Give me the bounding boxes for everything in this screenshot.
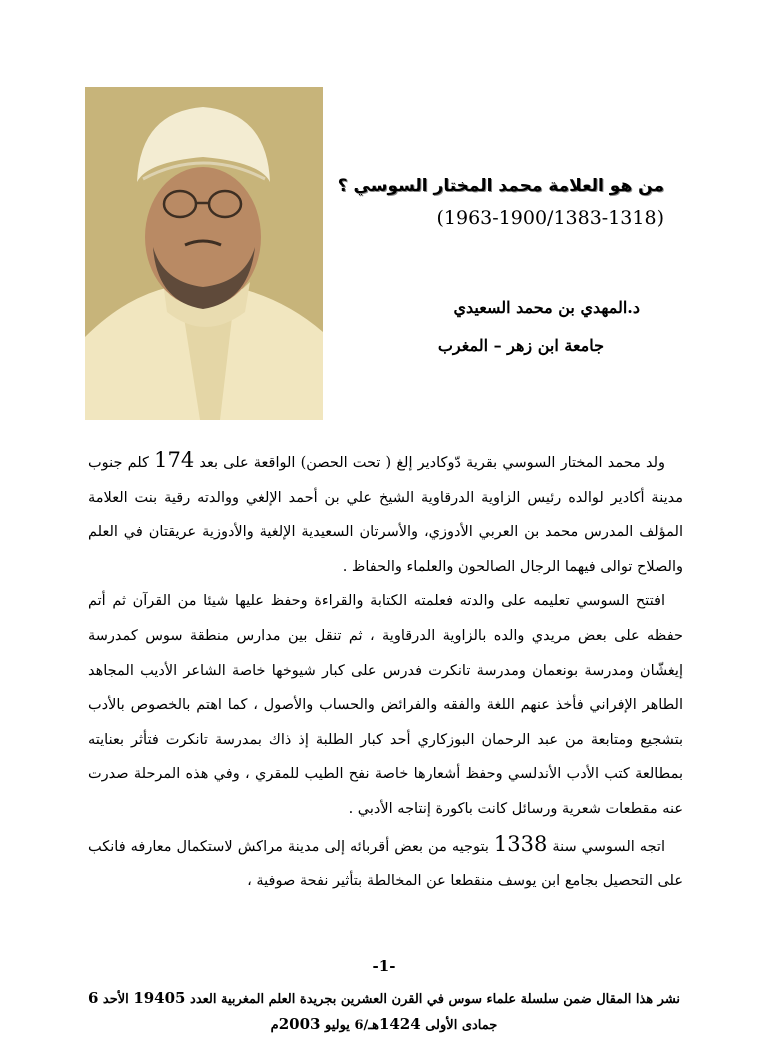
author-name: د.المهدي بن محمد السعيدي xyxy=(453,298,640,317)
article-dates: (1963-1900/1383-1318) xyxy=(436,207,664,229)
page-number: -1- xyxy=(372,957,396,975)
note-issue: 19405 xyxy=(133,989,186,1007)
publication-note xyxy=(70,986,698,1038)
portrait-illustration xyxy=(85,87,323,420)
paragraph-1 xyxy=(88,443,683,584)
note-part-c: جمادى الأولى xyxy=(420,1018,498,1033)
note-part-b: الأحد xyxy=(98,992,134,1007)
article-title: من هو العلامة محمد المختار السوسي ؟ xyxy=(337,176,664,196)
note-greg-year: 2003 xyxy=(278,1015,321,1033)
paragraph-3 xyxy=(88,827,683,899)
paragraph-3-part-a: اتجه السوسي سنة xyxy=(547,838,665,855)
article-body xyxy=(88,443,683,899)
note-part-d: هـ/6 يوليو xyxy=(320,1018,379,1033)
paragraph-2: افتتح السوسي تعليمه على والدته فعلمته الكتابة والقراءة وحفظ عليها شيئا من القرآن ثم أتم حفظه على بعض مريدي والده بالزاوية الدرقاوية ، ثم تنقل بين مدارس منطقة سوس كمدرسة إيغشّان ومدرسة بونعمان ومدرسة تانكرت فدرس على كبار شيوخها خاصة الشاعر الأديب المجاهد الطاهر الإفراني فأخذ عنهم اللغة والفقه والفرائض والحساب والأصول ، كما اهتم بالخصوص بالأدب بتشجيع ومتابعة من عبد الرحمان البوزكاري أحد كبار الطلبة إذ ذاك بمدرسة تانكرت فتأثر بعنايته بمطالعة كتب الأدب الأندلسي وحفظ أشعارها خاصة نفح الطيب للمقري ، وفي هذه المرحلة صدرت عنه مقطعات شعرية ورسائل كانت باكورة إنتاجه الأدبي . xyxy=(88,593,683,817)
year-number: 1338 xyxy=(493,831,548,856)
author-portrait xyxy=(85,87,323,420)
distance-number: 174 xyxy=(154,448,195,472)
note-part-a: نشر هذا المقال ضمن سلسلة علماء سوس في القرن العشرين بجريدة العلم المغربية العدد xyxy=(185,992,681,1007)
paragraph-1-part-b: كلم جنوب مدينة أكادير لوالده رئيس الزاوية الدرقاوية الشيخ علي بن أحمد الإلغي ووالدته رقية بنت العلامة المؤلف المدرس محمد بن العربي الأدوزي، والأسرتان السعيدية الإلغية والأدوزية عريقتان في العلم والصلاح توالى فيهما الرجال الصالحون والعلماء والحفاظ . xyxy=(88,455,683,575)
paragraph-1-part-a: ولد محمد المختار السوسي بقرية دّوكادير إلغ ( تحت الحصن) الواقعة على بعد xyxy=(194,455,665,471)
note-day: 6 xyxy=(87,989,99,1007)
note-part-e: م xyxy=(270,1018,279,1033)
paragraph-3-part-b: بتوجيه من بعض أقربائه إلى مدينة مراكش لاستكمال معارفه فانكب على التحصيل بجامع ابن يوسف منقطعا عن المخالطة بتأثير نفحة صوفية ، xyxy=(88,838,683,890)
author-affiliation: جامعة ابن زهر – المغرب xyxy=(437,336,604,355)
note-year: 1424 xyxy=(378,1015,421,1033)
